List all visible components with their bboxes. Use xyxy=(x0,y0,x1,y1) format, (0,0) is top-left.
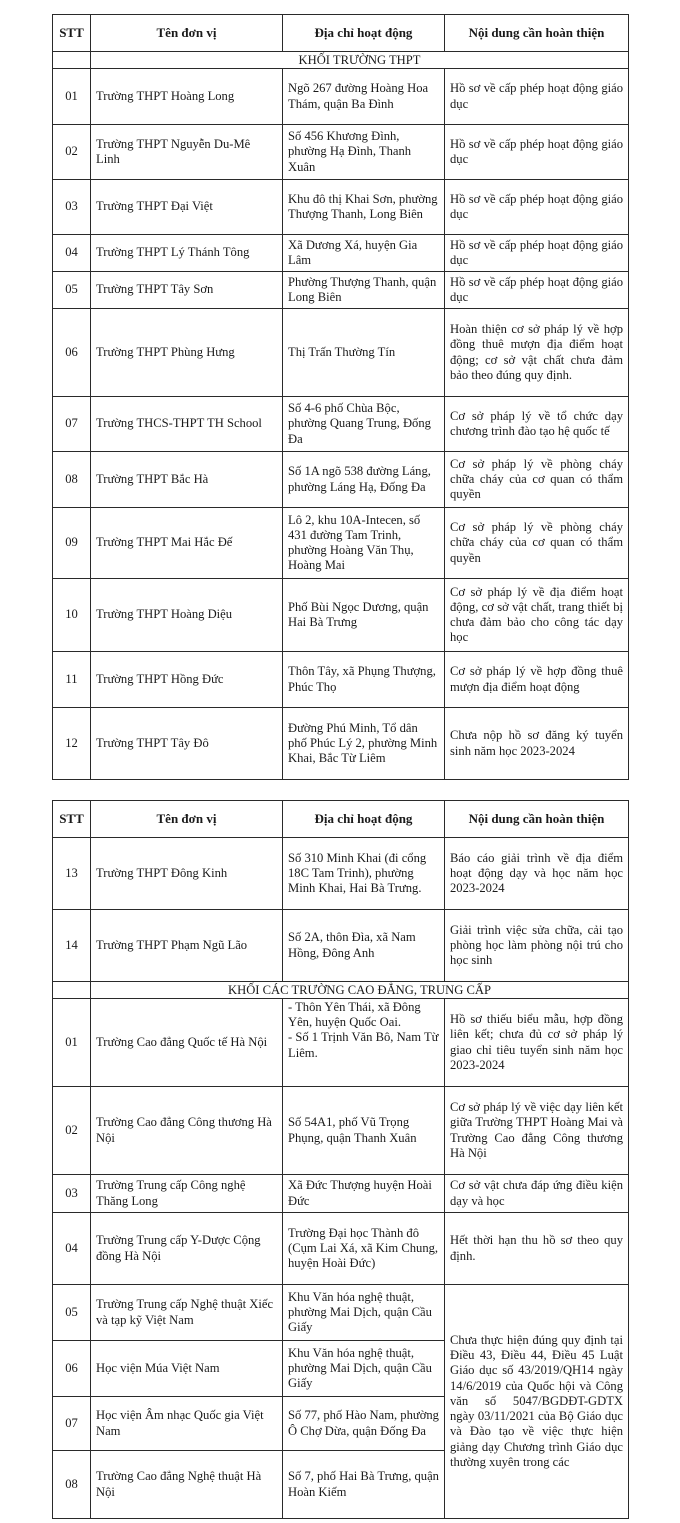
row-address: Trường Đại học Thành đô (Cụm Lai Xá, xã Kim Chung, huyện Hoài Đức) xyxy=(283,1213,445,1285)
row-unit: Trường THPT Bắc Hà xyxy=(91,452,283,508)
row-stt: 11 xyxy=(53,652,91,708)
address-line: - Số 1 Trịnh Văn Bô, Nam Từ Liêm. xyxy=(288,1030,439,1060)
row-address: Thị Trấn Thường Tín xyxy=(283,309,445,397)
header-unit: Tên đơn vị xyxy=(91,801,283,838)
row-unit: Trường THPT Lý Thánh Tông xyxy=(91,235,283,272)
row-address: Đường Phú Minh, Tổ dân phố Phúc Lý 2, phường Minh Khai, Bắc Từ Liêm xyxy=(283,708,445,780)
row-content: Hồ sơ thiếu biểu mẫu, hợp đồng liên kết; chưa đủ cơ sở pháp lý giao chỉ tiêu tuyển sinh năm học 2023-2024 xyxy=(445,999,629,1087)
table-row xyxy=(53,1213,629,1285)
row-content: Cơ sở pháp lý về phòng cháy chữa cháy của cơ quan có thẩm quyền xyxy=(445,452,629,508)
row-content: Hồ sơ về cấp phép hoạt động giáo dục xyxy=(445,69,629,125)
header-content: Nội dung cần hoàn thiện xyxy=(445,801,629,838)
table-header-row xyxy=(53,801,629,838)
header-stt: STT xyxy=(53,801,91,838)
row-stt: 06 xyxy=(53,309,91,397)
schools-table-page-1 xyxy=(52,14,629,780)
row-address: Khu đô thị Khai Sơn, phường Thượng Thanh, Long Biên xyxy=(283,180,445,235)
row-unit: Trường Cao đẳng Nghệ thuật Hà Nội xyxy=(91,1451,283,1519)
table-row xyxy=(53,1285,629,1341)
table-row xyxy=(53,180,629,235)
row-unit: Trường THCS-THPT TH School xyxy=(91,397,283,452)
row-address: Xã Dương Xá, huyện Gia Lâm xyxy=(283,235,445,272)
row-unit: Trường THPT Đông Kinh xyxy=(91,838,283,910)
row-content: Cơ sở vật chưa đáp ứng điều kiện dạy và học xyxy=(445,1175,629,1213)
row-stt: 03 xyxy=(53,180,91,235)
row-unit: Trường Trung cấp Y-Dược Cộng đồng Hà Nội xyxy=(91,1213,283,1285)
row-stt: 13 xyxy=(53,838,91,910)
row-unit: Trường Trung cấp Công nghệ Thăng Long xyxy=(91,1175,283,1213)
row-stt: 08 xyxy=(53,1451,91,1519)
section-title-high-school: KHỐI TRƯỜNG THPT xyxy=(91,52,629,69)
row-address xyxy=(283,999,445,1087)
row-content: Báo cáo giải trình về địa điểm hoạt động dạy và học năm học 2023-2024 xyxy=(445,838,629,910)
row-stt: 01 xyxy=(53,999,91,1087)
table-row xyxy=(53,69,629,125)
row-unit: Trường THPT Tây Sơn xyxy=(91,272,283,309)
row-content: Hồ sơ về cấp phép hoạt động giáo dục xyxy=(445,272,629,309)
row-stt: 09 xyxy=(53,508,91,579)
row-address: Số 1A ngõ 538 đường Láng, phường Láng Hạ, Đống Đa xyxy=(283,452,445,508)
section-row xyxy=(53,982,629,999)
row-content: Cơ sở pháp lý về việc dạy liên kết giữa Trường THPT Hoàng Mai và Trường Cao đẳng Công thương Hà Nội xyxy=(445,1087,629,1175)
row-unit: Trường Cao đẳng Công thương Hà Nội xyxy=(91,1087,283,1175)
row-address: Khu Văn hóa nghệ thuật, phường Mai Dịch, quận Cầu Giấy xyxy=(283,1341,445,1397)
table-row xyxy=(53,1175,629,1213)
row-stt: 14 xyxy=(53,910,91,982)
row-stt: 10 xyxy=(53,579,91,652)
row-address: Số 456 Khương Đình, phường Hạ Đình, Thanh Xuân xyxy=(283,125,445,180)
row-address: Số 4-6 phố Chùa Bộc, phường Quang Trung, Đống Đa xyxy=(283,397,445,452)
row-stt: 02 xyxy=(53,1087,91,1175)
row-unit: Trường THPT Nguyễn Du-Mê Linh xyxy=(91,125,283,180)
row-stt: 05 xyxy=(53,1285,91,1341)
table-row xyxy=(53,125,629,180)
row-unit: Trường Cao đẳng Quốc tế Hà Nội xyxy=(91,999,283,1087)
row-unit: Trường THPT Hoàng Diệu xyxy=(91,579,283,652)
row-content: Hồ sơ về cấp phép hoạt động giáo dục xyxy=(445,125,629,180)
table-row xyxy=(53,397,629,452)
row-unit: Trường THPT Phùng Hưng xyxy=(91,309,283,397)
table-header-row xyxy=(53,15,629,52)
row-address: Phố Bùi Ngọc Dương, quận Hai Bà Trưng xyxy=(283,579,445,652)
row-content-merged: Chưa thực hiện đúng quy định tại Điều 43, Điều 44, Điều 45 Luật Giáo dục số 43/2019/QH14 ngày 14/6/2019 của Quốc hội và Công văn số 5047/BGDĐT-GDTX ngày 03/11/2021 của Bộ Giáo dục và Đào tạo về việc thực hiện giảng dạy Chương trình Giáo dục thường xuyên trong các xyxy=(445,1285,629,1519)
row-content: Hồ sơ về cấp phép hoạt động giáo dục xyxy=(445,235,629,272)
table-row xyxy=(53,272,629,309)
row-address: Xã Đức Thượng huyện Hoài Đức xyxy=(283,1175,445,1213)
row-stt: 04 xyxy=(53,1213,91,1285)
row-unit: Trường Trung cấp Nghệ thuật Xiếc và tạp kỹ Việt Nam xyxy=(91,1285,283,1341)
table-row xyxy=(53,999,629,1087)
row-stt: 07 xyxy=(53,397,91,452)
row-unit: Học viện Múa Việt Nam xyxy=(91,1341,283,1397)
row-address: Số 2A, thôn Đìa, xã Nam Hồng, Đông Anh xyxy=(283,910,445,982)
row-content: Cơ sở pháp lý về địa điểm hoạt động, cơ sở vật chất, trang thiết bị chưa đảm bảo cho công tác dạy học xyxy=(445,579,629,652)
table-row xyxy=(53,1087,629,1175)
row-stt: 04 xyxy=(53,235,91,272)
table-row xyxy=(53,235,629,272)
row-unit: Trường THPT Phạm Ngũ Lão xyxy=(91,910,283,982)
table-row xyxy=(53,910,629,982)
row-address: Thôn Tây, xã Phụng Thượng, Phúc Thọ xyxy=(283,652,445,708)
table-row xyxy=(53,508,629,579)
row-content: Cơ sở pháp lý về tổ chức dạy chương trình đào tạo hệ quốc tế xyxy=(445,397,629,452)
table-row xyxy=(53,708,629,780)
row-content: Cơ sở pháp lý về phòng cháy chữa cháy của cơ quan có thẩm quyền xyxy=(445,508,629,579)
header-content: Nội dung cần hoàn thiện xyxy=(445,15,629,52)
row-address: Khu Văn hóa nghệ thuật, phường Mai Dịch, quận Cầu Giấy xyxy=(283,1285,445,1341)
row-unit: Trường THPT Hoàng Long xyxy=(91,69,283,125)
table-row xyxy=(53,452,629,508)
row-unit: Trường THPT Tây Đô xyxy=(91,708,283,780)
header-address: Địa chỉ hoạt động xyxy=(283,15,445,52)
header-stt: STT xyxy=(53,15,91,52)
row-unit: Học viện Âm nhạc Quốc gia Việt Nam xyxy=(91,1397,283,1451)
row-address: Số 54A1, phố Vũ Trọng Phụng, quận Thanh Xuân xyxy=(283,1087,445,1175)
header-unit: Tên đơn vị xyxy=(91,15,283,52)
row-address: Phường Thượng Thanh, quận Long Biên xyxy=(283,272,445,309)
table-row xyxy=(53,838,629,910)
row-content: Hết thời hạn thu hồ sơ theo quy định. xyxy=(445,1213,629,1285)
row-stt: 02 xyxy=(53,125,91,180)
row-content: Hoàn thiện cơ sở pháp lý về hợp đồng thuê mượn địa điểm hoạt động; cơ sở vật chất chưa đảm bảo theo đúng quy định. xyxy=(445,309,629,397)
address-line: - Thôn Yên Thái, xã Đông Yên, huyện Quốc Oai. xyxy=(288,1000,421,1030)
row-unit: Trường THPT Mai Hắc Đế xyxy=(91,508,283,579)
row-content: Chưa nộp hồ sơ đăng ký tuyển sinh năm học 2023-2024 xyxy=(445,708,629,780)
row-address: Ngõ 267 đường Hoàng Hoa Thám, quận Ba Đình xyxy=(283,69,445,125)
row-address: Số 7, phố Hai Bà Trưng, quận Hoàn Kiếm xyxy=(283,1451,445,1519)
row-stt: 12 xyxy=(53,708,91,780)
row-unit: Trường THPT Đại Việt xyxy=(91,180,283,235)
row-unit: Trường THPT Hồng Đức xyxy=(91,652,283,708)
row-content: Hồ sơ về cấp phép hoạt động giáo dục xyxy=(445,180,629,235)
row-stt: 07 xyxy=(53,1397,91,1451)
row-stt: 03 xyxy=(53,1175,91,1213)
section-row xyxy=(53,52,629,69)
row-stt: 05 xyxy=(53,272,91,309)
section-title-college: KHỐI CÁC TRƯỜNG CAO ĐẲNG, TRUNG CẤP xyxy=(91,982,629,999)
row-stt: 01 xyxy=(53,69,91,125)
row-address: Lô 2, khu 10A-Intecen, số 431 đường Tam Trinh, phường Hoàng Văn Thụ, Hoàng Mai xyxy=(283,508,445,579)
row-stt: 08 xyxy=(53,452,91,508)
row-content: Giải trình việc sửa chữa, cải tạo phòng học làm phòng nội trú cho học sinh xyxy=(445,910,629,982)
table-row xyxy=(53,579,629,652)
header-address: Địa chỉ hoạt động xyxy=(283,801,445,838)
row-content: Cơ sở pháp lý về hợp đồng thuê mượn địa điểm hoạt động xyxy=(445,652,629,708)
row-stt: 06 xyxy=(53,1341,91,1397)
row-address: Số 77, phố Hào Nam, phường Ô Chợ Dừa, quận Đống Đa xyxy=(283,1397,445,1451)
schools-table-page-2 xyxy=(52,800,629,1519)
row-address: Số 310 Minh Khai (đi cổng 18C Tam Trinh), phường Minh Khai, Hai Bà Trưng. xyxy=(283,838,445,910)
table-row xyxy=(53,652,629,708)
table-row xyxy=(53,309,629,397)
